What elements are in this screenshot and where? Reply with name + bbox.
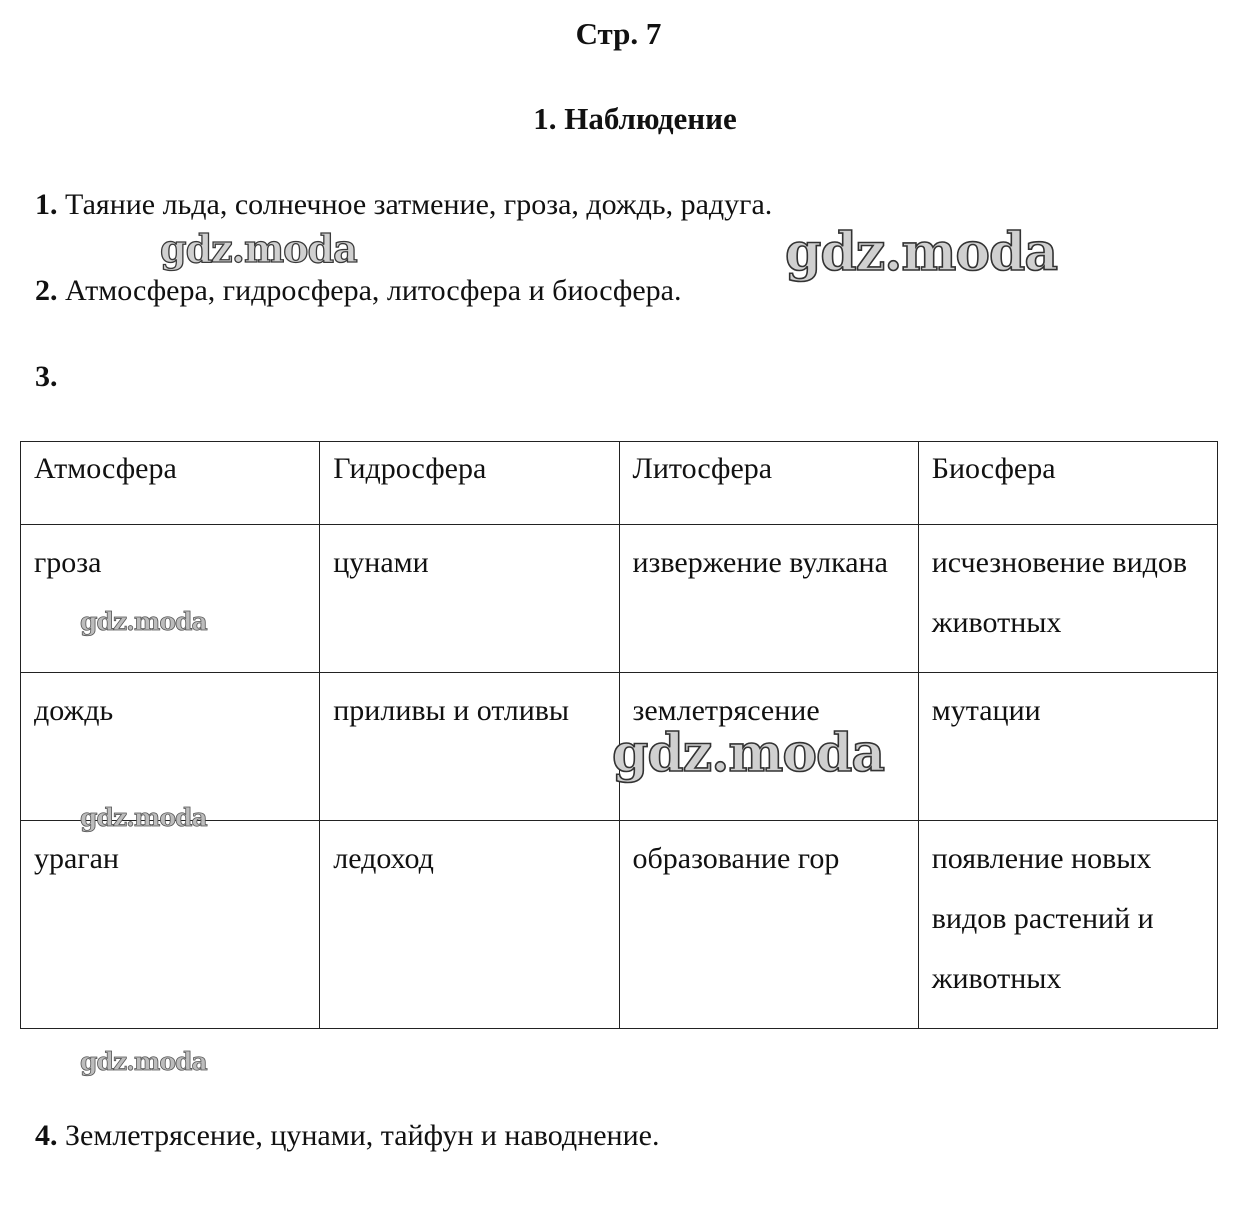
answer-number: 2. bbox=[35, 274, 58, 307]
table-row bbox=[21, 673, 1218, 821]
table-row bbox=[21, 525, 1218, 673]
spheres-table bbox=[20, 441, 1218, 1029]
watermark: gdz.moda bbox=[80, 1047, 207, 1076]
answer-text: Таяние льда, солнечное затмение, гроза, дождь, радуга. bbox=[65, 188, 773, 221]
answer-number: 1. bbox=[35, 188, 58, 221]
table-header-cell: Литосфера bbox=[619, 442, 918, 525]
table-cell: гроза bbox=[21, 525, 320, 673]
table-header-cell: Гидросфера bbox=[320, 442, 619, 525]
table-cell: появление новых видов растений и животных bbox=[918, 821, 1217, 1029]
watermark: gdz.moda bbox=[785, 222, 1058, 283]
answer-text: Атмосфера, гидросфера, литосфера и биосфера. bbox=[65, 274, 682, 307]
page-number: Стр. 7 bbox=[575, 16, 662, 51]
watermark: gdz.moda bbox=[80, 607, 207, 636]
table-header-cell: Атмосфера bbox=[21, 442, 320, 525]
watermark: gdz.moda bbox=[80, 803, 207, 832]
watermark: gdz.moda bbox=[612, 723, 885, 784]
table-cell: ураган bbox=[21, 821, 320, 1029]
table-cell: приливы и отливы bbox=[320, 673, 619, 821]
table-cell: образование гор bbox=[619, 821, 918, 1029]
answer-text: Землетрясение, цунами, тайфун и наводнение. bbox=[65, 1119, 660, 1152]
answer-2 bbox=[35, 274, 682, 308]
table-cell: дождь bbox=[21, 673, 320, 821]
table-cell: ледоход bbox=[320, 821, 619, 1029]
table-header-row bbox=[21, 442, 1218, 525]
table-cell: исчезновение видов животных bbox=[918, 525, 1217, 673]
table-cell: извержение вулкана bbox=[619, 525, 918, 673]
answer-3 bbox=[35, 360, 58, 394]
table-cell: цунами bbox=[320, 525, 619, 673]
table-row bbox=[21, 821, 1218, 1029]
section-title: 1. Наблюдение bbox=[533, 101, 737, 136]
table-header-cell: Биосфера bbox=[918, 442, 1217, 525]
answer-4 bbox=[35, 1119, 659, 1153]
answer-number: 4. bbox=[35, 1119, 58, 1152]
watermark: gdz.moda bbox=[160, 226, 357, 271]
table-cell: мутации bbox=[918, 673, 1217, 821]
answer-number: 3. bbox=[35, 360, 58, 393]
table-cell: землетрясение bbox=[619, 673, 918, 821]
answer-1 bbox=[35, 188, 772, 222]
